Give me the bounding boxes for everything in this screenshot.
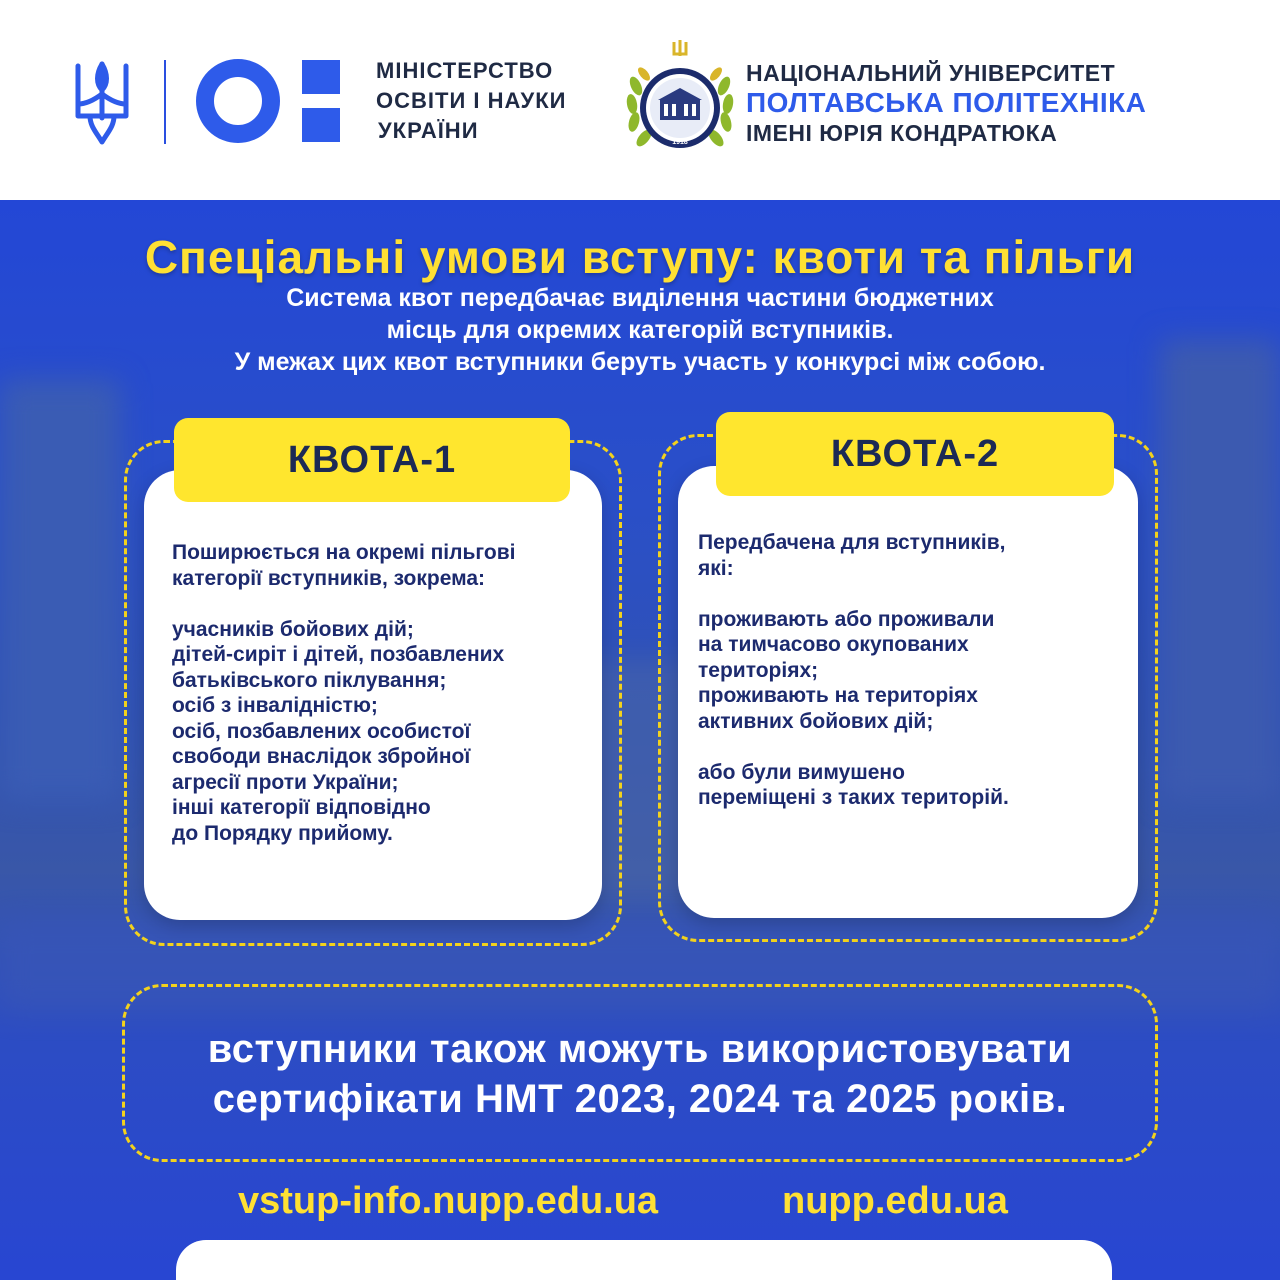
quota2-label: КВОТА-2 [716, 412, 1114, 496]
quota1-item: учасників бойових дій; [172, 617, 414, 641]
quota1-intro-line: Поширюється на окремі пільгові [172, 541, 516, 564]
subtitle-line: місць для окремих категорій вступників. [386, 316, 894, 344]
background-building [0, 380, 120, 800]
quota2-item: на тимчасово окупованих [698, 633, 969, 656]
header [0, 0, 1280, 200]
trident-icon [72, 60, 132, 148]
quota1-item: осіб, позбавлених особистої [172, 719, 471, 743]
bottom-card [176, 1240, 1112, 1280]
nmt-note-line: вступники також можуть використовувати [207, 1027, 1073, 1071]
quota2-outro-line: переміщені з таких територій. [698, 786, 1009, 809]
university-line: ІМЕНІ ЮРІЯ КОНДРАТЮКА [746, 120, 1058, 146]
subtitle-line: Система квот передбачає виділення частини бюджетних [286, 284, 994, 312]
nmt-note [0, 1024, 1280, 1124]
quota2-item: територіях; [698, 658, 819, 682]
quota2-description [698, 530, 1009, 811]
quota1-item: дітей-сиріт і дітей, позбавлених [172, 643, 505, 666]
quota1-item: до Порядку прийому. [172, 821, 393, 845]
quota2-intro-line: які: [698, 556, 734, 580]
header-divider [164, 60, 166, 144]
quota2-item: активних бойових дій; [698, 709, 934, 733]
quota2-item: проживають або проживали [698, 607, 995, 631]
quota1-item: батьківського піклування; [172, 668, 447, 692]
ministry-line: УКРАЇНИ [378, 118, 479, 143]
quota1-description [172, 540, 515, 846]
quota2-outro-line: або були вимушено [698, 760, 905, 784]
quota1-item: осіб з інвалідністю; [172, 694, 378, 717]
page-title: Спеціальні умови вступу: квоти та пільги [144, 231, 1136, 283]
university-name [746, 58, 1146, 148]
nmt-note-line: сертифікати НМТ 2023, 2024 та 2025 років. [212, 1077, 1068, 1121]
subtitle [0, 282, 1280, 378]
subtitle-line: У межах цих квот вступники беруть участь у конкурсі між собою. [234, 348, 1046, 376]
quota1-label: КВОТА-1 [174, 418, 570, 502]
quota2-item: проживають на територіях [698, 684, 978, 707]
quota1-item: агресії проти України; [172, 770, 399, 794]
ministry-line: МІНІСТЕРСТВО [376, 58, 554, 83]
ministry-name [376, 56, 566, 146]
background-building [1160, 340, 1280, 800]
quota1-item: інші категорії відповідно [172, 796, 431, 819]
seal-year: 1918 [672, 139, 688, 146]
quota1-item: свободи внаслідок збройної [172, 745, 471, 768]
nupp-link[interactable]: nupp.edu.ua [782, 1180, 1008, 1222]
content-area [0, 200, 1280, 1280]
quota1-intro-line: категорії вступників, зокрема: [172, 566, 486, 590]
university-line: НАЦІОНАЛЬНИЙ УНІВЕРСИТЕТ [746, 60, 1116, 86]
vstup-info-link[interactable]: vstup-info.nupp.edu.ua [238, 1180, 659, 1222]
university-seal-icon [622, 38, 738, 162]
quota2-intro-line: Передбачена для вступників, [698, 531, 1006, 554]
ministry-line: ОСВІТИ І НАУКИ [376, 88, 567, 113]
university-line-highlight: ПОЛТАВСЬКА ПОЛІТЕХНІКА [746, 87, 1147, 118]
mon-logo-icon [196, 58, 348, 144]
